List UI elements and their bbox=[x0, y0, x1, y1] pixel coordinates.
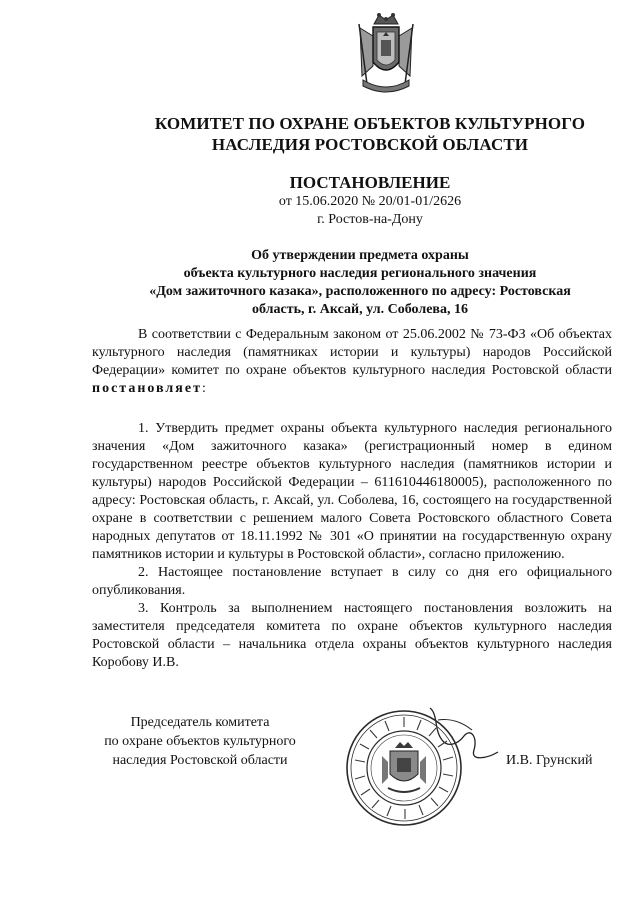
document-date-number: от 15.06.2020 № 20/01-01/2626 bbox=[278, 194, 462, 209]
document-city: г. Ростов-на-Дону bbox=[317, 212, 423, 227]
coat-of-arms-icon bbox=[353, 10, 419, 96]
subject-line-1: Об утверждении предмета охраны bbox=[251, 248, 469, 263]
document-type: ПОСТАНОВЛЕНИЕ bbox=[289, 173, 451, 192]
resolution-item-3: 3. Контроль за выполнением настоящего постановления возложить на заместителя председателя комитета по охране объектов культурного наследия Ростовской области – начальника отдела охраны объектов культурного наследия Коробову И.В. bbox=[92, 601, 612, 670]
decree-word: постановляет bbox=[92, 381, 202, 396]
signatory-name: И.В. Грунский bbox=[506, 753, 593, 768]
preamble-text: В соответствии с Федеральным законом от 25.06.2002 № 73-ФЗ «Об объектах культурного наследия (памятниках истории и культуры) народов Российской Федерации» комитет по охране объектов культурного наследия Ростовской области bbox=[92, 327, 612, 378]
official-seal-icon bbox=[338, 700, 514, 830]
signatory-position-line-2: по охране объектов культурного bbox=[104, 734, 296, 749]
signatory-position-line-3: наследия Ростовской области bbox=[112, 753, 288, 768]
document-subject bbox=[100, 247, 620, 319]
signatory-position-line-1: Председатель комитета bbox=[130, 715, 270, 730]
committee-title-line-2: НАСЛЕДИЯ РОСТОВСКОЙ ОБЛАСТИ bbox=[211, 135, 529, 154]
committee-title-line-1: КОМИТЕТ ПО ОХРАНЕ ОБЪЕКТОВ КУЛЬТУРНОГО bbox=[154, 114, 586, 133]
preamble-colon: : bbox=[201, 381, 206, 396]
preamble-paragraph bbox=[92, 326, 612, 398]
subject-line-4: область, г. Аксай, ул. Соболева, 16 bbox=[252, 302, 468, 317]
resolution-item-2: 2. Настоящее постановление вступает в силу со дня его официального опубликования. bbox=[92, 565, 612, 598]
resolution-items bbox=[92, 420, 612, 672]
resolution-item-1: 1. Утвердить предмет охраны объекта культурного наследия регионального значения «Дом зажиточного казака» (регистрационный номер в едином государственном реестре объектов культурного наследия (памятников истории и культуры) народов Российской Федерации – 611610446180005), расположенного по адресу: Ростовская область, г. Аксай, ул. Соболева, 16, состоящего на государственной охране в соответствии с решением малого Совета Ростовского областного Совета народных депутатов от 18.11.1992 № 301 «О принятии на государственную охрану памятников истории и культуры в Ростовской области», согласно приложению. bbox=[92, 421, 612, 562]
committee-title bbox=[110, 113, 630, 155]
signatory-position bbox=[84, 713, 316, 770]
subject-line-2: объекта культурного наследия регионального значения bbox=[183, 266, 537, 281]
subject-line-3: «Дом зажиточного казака», расположенного по адресу: Ростовская bbox=[149, 284, 571, 299]
